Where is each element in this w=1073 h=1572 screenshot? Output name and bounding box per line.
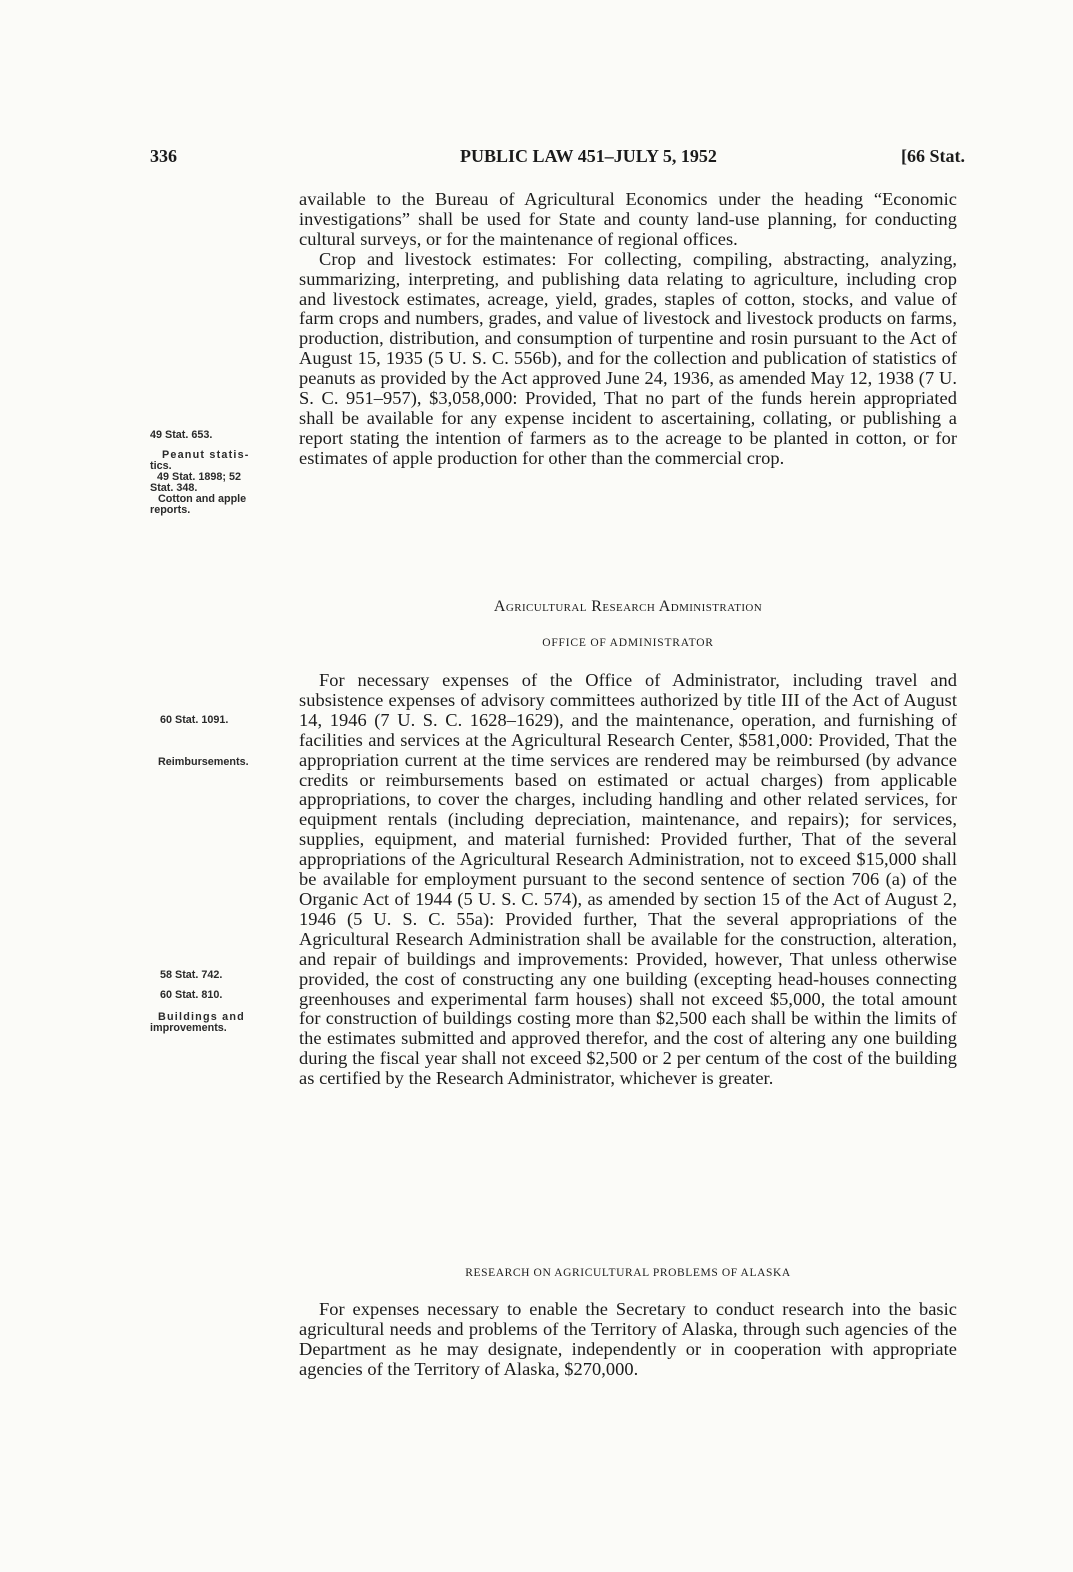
- running-title: PUBLIC LAW 451–JULY 5, 1952: [460, 146, 717, 166]
- heading-research-alaska: RESEARCH ON AGRICULTURAL PROBLEMS OF ALASKA: [465, 1267, 791, 1279]
- paragraph-office-of-administrator: For necessary expenses of the Office of Administrator, including travel and subsistence expenses of advisory committees authorized by title III of the Act of August 14, 1946 (7 U. S. C. 1628–1629), and the maintenance, operation, and furnishing of facilities and services at the Agricultural Research Center, $581,000: Provided, That the appropriation current at the time services are rendered may be reimbursed (by advance credits or reimbursements based on estimated or actual charges) from applicable appropriations, to cover the charges, including handling and other related services, for equipment rentals (including depreciation, maintenance, and repairs); for services, supplies, equipment, and material furnished: Provided further, That of the several appropriations of the Agricultural Research Administration, not to exceed $15,000 shall be available for employment pursuant to the second sentence of section 706 (a) of the Organic Act of 1944 (5 U. S. C. 574), as amended by section 15 of the Act of August 2, 1946 (5 U. S. C. 55a): Provided further, That the several appropriations of the Agricultural Research Administration shall be available for the construction, alteration, and repair of buildings and improvements: Provided, however, That unless otherwise provided, the cost of constructing any one building (excepting head-houses connecting greenhouses and experimental farm houses) shall not exceed $5,000, the total amount for construction of buildings costing more than $2,500 each shall be within the limits of the estimates submitted and approved therefor, and the cost of altering any one building during the fiscal year shall not exceed $2,500 or 2 per centum of the cost of the building as certified by the Research Administrator, whichever is greater.: [299, 670, 957, 1089]
- section-crop-estimates: [299, 190, 957, 469]
- running-head: [150, 146, 965, 172]
- margin-note-stat-60-1091: 60 Stat. 1091.: [160, 714, 229, 726]
- margin-note-cotton-apple-reports-cont: reports.: [150, 504, 191, 516]
- margin-note-stat-58-742: 58 Stat. 742.: [160, 969, 223, 981]
- paragraph-crop-livestock-estimates: Crop and livestock estimates: For collecting, compiling, abstracting, analyzing, summarizing, interpreting, and publishing data relating to agriculture, including crop and livestock estimates, acreage, yield, grades, staples of cotton, stocks, and value of farm crops and numbers, grades, and value of livestock and livestock products on farms, production, distribution, and consumption of turpentine and rosin pursuant to the Act of August 15, 1935 (5 U. S. C. 556b), and for the collection and publication of statistics of peanuts as provided by the Act approved June 24, 1936, as amended May 12, 1938 (7 U. S. C. 951–957), $3,058,000: Provided, That no part of the funds herein appropriated shall be available for any expense incident to ascertaining, collating, or publishing a report stating the intention of farmers as to the acreage to be planted in cotton, or for estimates of apple production for other than the commercial crop.: [299, 248, 957, 468]
- margin-note-buildings-improvements: Buildings and: [158, 1011, 245, 1023]
- volume-reference: [66 Stat.: [901, 146, 965, 166]
- section-office-of-administrator: [299, 671, 957, 1089]
- heading-agricultural-research-administration: Agricultural Research Administration: [493, 598, 763, 615]
- margin-note-reimbursements: Reimbursements.: [158, 756, 249, 768]
- margin-note-stat-49-653: 49 Stat. 653.: [150, 429, 213, 441]
- margin-note-cotton-apple-reports: Cotton and apple: [158, 493, 247, 505]
- paragraph-research-alaska: For expenses necessary to enable the Secretary to conduct research into the basic agricultural needs and problems of the Territory of Alaska, through such agencies of the Department as he may designate, independently or in cooperation with appropriate agencies of the Territory of Alaska, $270,000.: [299, 1299, 957, 1379]
- heading-office-of-administrator: OFFICE OF ADMINISTRATOR: [542, 637, 714, 649]
- page-number: 336: [150, 146, 177, 166]
- margin-note-stat-49-1898: 49 Stat. 1898; 52: [157, 471, 242, 483]
- section-research-alaska: [299, 1300, 957, 1380]
- paragraph-bae-continuation: available to the Bureau of Agricultural Economics under the heading “Economic investigations” shall be used for State and county land-use planning, for conducting cultural surveys, or for the maintenance of regional offices.: [299, 189, 957, 249]
- margin-note-stat-52-348: Stat. 348.: [150, 482, 198, 494]
- margin-note-stat-60-810: 60 Stat. 810.: [160, 989, 223, 1001]
- margin-note-buildings-improvements-cont: improvements.: [150, 1022, 227, 1034]
- margin-note-peanut-statistics: Peanut statis-: [162, 449, 250, 461]
- margin-note-peanut-statistics-cont: tics.: [150, 460, 172, 472]
